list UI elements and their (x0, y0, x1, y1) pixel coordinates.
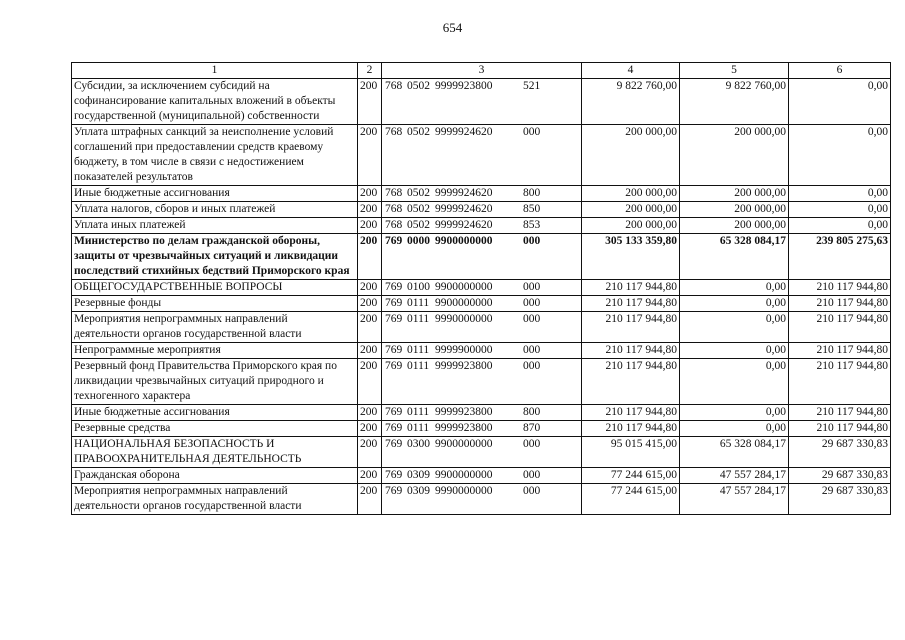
code-target: 9990000000 (435, 313, 493, 325)
code-ved: 769 (385, 406, 403, 418)
row-name: ОБЩЕГОСУДАРСТВЕННЫЕ ВОПРОСЫ (72, 280, 358, 296)
row-code (382, 186, 582, 202)
row-col5: 0,00 (680, 296, 789, 312)
code-expense-type: 000 (523, 438, 541, 450)
row-name: Субсидии, за исключением субсидий на софинансирование капитальных вложений в объекты государственной (муниципальной) собственности (72, 79, 358, 125)
code-ved: 768 (385, 80, 403, 92)
code-ved: 769 (385, 344, 403, 356)
row-col4: 95 015 415,00 (582, 437, 680, 468)
code-ved: 769 (385, 360, 403, 372)
row-col6: 210 117 944,80 (789, 343, 891, 359)
row-name: Мероприятия непрограммных направлений деятельности органов государственной власти (72, 484, 358, 515)
table-row (72, 421, 891, 437)
row-col4: 210 117 944,80 (582, 296, 680, 312)
code-section: 0111 (407, 422, 430, 434)
code-expense-type: 000 (523, 235, 541, 247)
row-col2: 200 (358, 468, 382, 484)
table-row (72, 296, 891, 312)
code-expense-type: 521 (523, 80, 541, 92)
row-name: Мероприятия непрограммных направлений деятельности органов государственной власти (72, 312, 358, 343)
row-col6: 239 805 275,63 (789, 234, 891, 280)
row-col6: 210 117 944,80 (789, 359, 891, 405)
code-section: 0000 (407, 235, 430, 247)
row-col2: 200 (358, 280, 382, 296)
table-row (72, 359, 891, 405)
row-col6: 29 687 330,83 (789, 437, 891, 468)
row-col2: 200 (358, 343, 382, 359)
code-target: 9999924620 (435, 203, 493, 215)
code-target: 9999924620 (435, 126, 493, 138)
code-ved: 769 (385, 422, 403, 434)
column-header-2: 2 (358, 63, 382, 79)
row-col6: 0,00 (789, 79, 891, 125)
table-row (72, 234, 891, 280)
row-code (382, 468, 582, 484)
row-code (382, 234, 582, 280)
code-ved: 768 (385, 219, 403, 231)
column-header-1: 1 (72, 63, 358, 79)
row-name: Министерство по делам гражданской обороны, защиты от чрезвычайных ситуаций и ликвидации последствий стихийных бедствий Приморского края (72, 234, 358, 280)
row-col5: 0,00 (680, 405, 789, 421)
table-row (72, 343, 891, 359)
column-header-3: 3 (382, 63, 582, 79)
row-name: Иные бюджетные ассигнования (72, 405, 358, 421)
row-col6: 29 687 330,83 (789, 484, 891, 515)
row-col4: 210 117 944,80 (582, 421, 680, 437)
code-section: 0309 (407, 469, 430, 481)
code-expense-type: 000 (523, 469, 541, 481)
row-col5: 0,00 (680, 312, 789, 343)
code-target: 9900000000 (435, 469, 493, 481)
code-ved: 769 (385, 281, 403, 293)
code-ved: 769 (385, 438, 403, 450)
row-col2: 200 (358, 218, 382, 234)
code-target: 9999900000 (435, 344, 493, 356)
row-name: Резервные фонды (72, 296, 358, 312)
code-target: 9999923800 (435, 422, 493, 434)
row-name: Уплата налогов, сборов и иных платежей (72, 202, 358, 218)
row-col4: 200 000,00 (582, 218, 680, 234)
code-expense-type: 000 (523, 360, 541, 372)
code-expense-type: 853 (523, 219, 541, 231)
code-expense-type: 000 (523, 297, 541, 309)
row-col6: 29 687 330,83 (789, 468, 891, 484)
row-col4: 200 000,00 (582, 202, 680, 218)
row-col6: 210 117 944,80 (789, 421, 891, 437)
table-row (72, 405, 891, 421)
code-ved: 768 (385, 126, 403, 138)
row-code (382, 125, 582, 186)
row-code (382, 312, 582, 343)
row-name: Иные бюджетные ассигнования (72, 186, 358, 202)
table-row (72, 437, 891, 468)
column-header-4: 4 (582, 63, 680, 79)
row-col5: 0,00 (680, 359, 789, 405)
code-section: 0502 (407, 187, 430, 199)
table-row (72, 202, 891, 218)
row-name: НАЦИОНАЛЬНАЯ БЕЗОПАСНОСТЬ И ПРАВООХРАНИТЕЛЬНАЯ ДЕЯТЕЛЬНОСТЬ (72, 437, 358, 468)
code-section: 0502 (407, 126, 430, 138)
code-ved: 769 (385, 485, 403, 497)
row-col2: 200 (358, 186, 382, 202)
row-code (382, 437, 582, 468)
code-target: 9900000000 (435, 281, 493, 293)
row-code (382, 359, 582, 405)
row-col2: 200 (358, 484, 382, 515)
table-row (72, 312, 891, 343)
row-col4: 77 244 615,00 (582, 468, 680, 484)
code-expense-type: 000 (523, 344, 541, 356)
row-col4: 210 117 944,80 (582, 359, 680, 405)
budget-table (71, 62, 891, 515)
row-col5: 200 000,00 (680, 125, 789, 186)
row-col2: 200 (358, 405, 382, 421)
row-code (382, 484, 582, 515)
row-col5: 0,00 (680, 421, 789, 437)
row-name: Гражданская оборона (72, 468, 358, 484)
code-target: 9900000000 (435, 235, 493, 247)
row-col4: 210 117 944,80 (582, 280, 680, 296)
row-col4: 200 000,00 (582, 125, 680, 186)
row-name: Непрограммные мероприятия (72, 343, 358, 359)
row-col2: 200 (358, 202, 382, 218)
table-row (72, 218, 891, 234)
row-col5: 0,00 (680, 280, 789, 296)
code-ved: 768 (385, 187, 403, 199)
row-name: Уплата иных платежей (72, 218, 358, 234)
code-ved: 769 (385, 469, 403, 481)
code-expense-type: 850 (523, 203, 541, 215)
table-row (72, 79, 891, 125)
row-col4: 200 000,00 (582, 186, 680, 202)
row-col2: 200 (358, 437, 382, 468)
code-section: 0502 (407, 80, 430, 92)
row-col5: 0,00 (680, 343, 789, 359)
code-target: 9999924620 (435, 219, 493, 231)
row-col6: 210 117 944,80 (789, 296, 891, 312)
row-col5: 65 328 084,17 (680, 234, 789, 280)
row-col5: 200 000,00 (680, 202, 789, 218)
page-number: 654 (442, 20, 463, 35)
code-section: 0111 (407, 313, 430, 325)
row-code (382, 202, 582, 218)
code-ved: 768 (385, 203, 403, 215)
code-expense-type: 000 (523, 313, 541, 325)
code-section: 0111 (407, 344, 430, 356)
row-col6: 0,00 (789, 125, 891, 186)
row-col6: 210 117 944,80 (789, 405, 891, 421)
code-expense-type: 800 (523, 406, 541, 418)
code-section: 0100 (407, 281, 430, 293)
row-col4: 9 822 760,00 (582, 79, 680, 125)
code-expense-type: 800 (523, 187, 541, 199)
row-col6: 0,00 (789, 202, 891, 218)
row-name: Резервные средства (72, 421, 358, 437)
row-col5: 200 000,00 (680, 186, 789, 202)
code-expense-type: 000 (523, 485, 541, 497)
code-section: 0111 (407, 406, 430, 418)
table-row (72, 280, 891, 296)
code-expense-type: 000 (523, 281, 541, 293)
row-col2: 200 (358, 125, 382, 186)
row-col2: 200 (358, 296, 382, 312)
code-target: 9900000000 (435, 438, 493, 450)
code-target: 9999923800 (435, 80, 493, 92)
code-target: 9999923800 (435, 406, 493, 418)
row-col4: 210 117 944,80 (582, 343, 680, 359)
code-expense-type: 870 (523, 422, 541, 434)
row-code (382, 79, 582, 125)
row-col4: 77 244 615,00 (582, 484, 680, 515)
row-col5: 47 557 284,17 (680, 468, 789, 484)
row-code (382, 405, 582, 421)
row-name: Резервный фонд Правительства Приморского края по ликвидации чрезвычайных ситуаций природного и техногенного характера (72, 359, 358, 405)
row-code (382, 296, 582, 312)
table-row (72, 484, 891, 515)
code-section: 0309 (407, 485, 430, 497)
code-section: 0111 (407, 360, 430, 372)
row-col5: 9 822 760,00 (680, 79, 789, 125)
row-col6: 210 117 944,80 (789, 280, 891, 296)
column-header-5: 5 (680, 63, 789, 79)
row-col2: 200 (358, 359, 382, 405)
row-code (382, 343, 582, 359)
row-code (382, 421, 582, 437)
table-header-row (72, 63, 891, 79)
column-header-6: 6 (789, 63, 891, 79)
table-row (72, 468, 891, 484)
row-col5: 65 328 084,17 (680, 437, 789, 468)
code-ved: 769 (385, 313, 403, 325)
row-col5: 200 000,00 (680, 218, 789, 234)
code-section: 0111 (407, 297, 430, 309)
table-row (72, 186, 891, 202)
row-code (382, 280, 582, 296)
row-col6: 0,00 (789, 186, 891, 202)
row-col6: 210 117 944,80 (789, 312, 891, 343)
code-target: 9999924620 (435, 187, 493, 199)
table-row (72, 125, 891, 186)
code-target: 9990000000 (435, 485, 493, 497)
row-col2: 200 (358, 79, 382, 125)
row-col5: 47 557 284,17 (680, 484, 789, 515)
row-col2: 200 (358, 421, 382, 437)
code-target: 9900000000 (435, 297, 493, 309)
row-col6: 0,00 (789, 218, 891, 234)
row-col2: 200 (358, 312, 382, 343)
code-section: 0502 (407, 219, 430, 231)
code-target: 9999923800 (435, 360, 493, 372)
row-col4: 305 133 359,80 (582, 234, 680, 280)
row-col2: 200 (358, 234, 382, 280)
code-ved: 769 (385, 297, 403, 309)
row-code (382, 218, 582, 234)
code-ved: 769 (385, 235, 403, 247)
row-name: Уплата штрафных санкций за неисполнение условий соглашений при предоставлении средств краевому бюджету, в том числе в связи с недостижением показателей результатов (72, 125, 358, 186)
code-section: 0300 (407, 438, 430, 450)
code-expense-type: 000 (523, 126, 541, 138)
row-col4: 210 117 944,80 (582, 312, 680, 343)
code-section: 0502 (407, 203, 430, 215)
row-col4: 210 117 944,80 (582, 405, 680, 421)
